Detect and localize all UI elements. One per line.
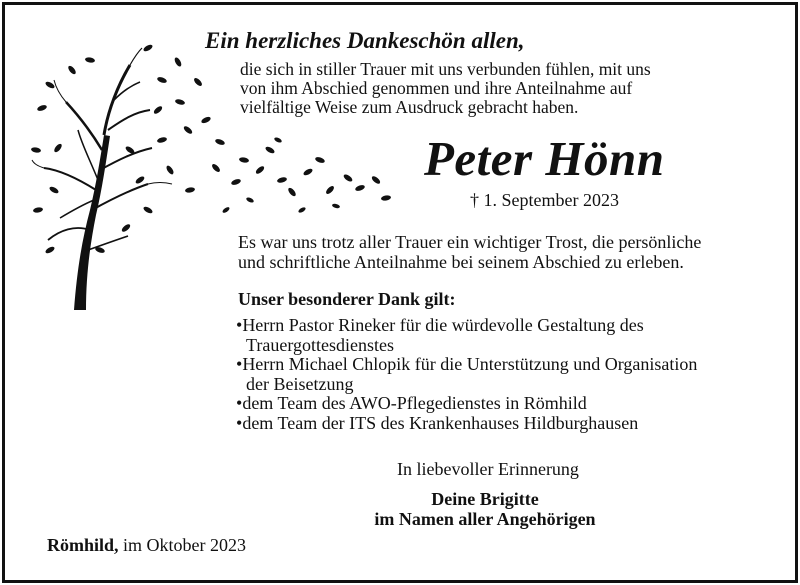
list-item-text: dem Team der ITS des Krankenhauses Hildburghausen bbox=[242, 412, 639, 433]
closing-phrase: In liebevoller Erinnerung bbox=[397, 459, 579, 479]
deceased-name: Peter Hönn bbox=[424, 131, 665, 186]
list-item-text: dem Team des AWO-Pflegedienstes in Römhild bbox=[242, 393, 587, 413]
signature-line: im Namen aller Angehörigen bbox=[374, 509, 596, 529]
bullet: • bbox=[236, 393, 243, 413]
bullet: • bbox=[236, 412, 243, 433]
thanks-heading: Ein herzliches Dankeschön allen, bbox=[205, 28, 525, 53]
list-item bbox=[236, 355, 697, 394]
list-item bbox=[236, 414, 697, 434]
place-name: Römhild, bbox=[47, 535, 119, 555]
list-item bbox=[236, 394, 697, 414]
intro-line: vielfältige Weise zum Ausdruck gebracht haben. bbox=[240, 97, 579, 117]
list-item-text: Herrn Pastor Rineker für die würdevolle Gestaltung des bbox=[242, 315, 644, 335]
signature bbox=[360, 489, 610, 529]
thanks-title: Unser besonderer Dank gilt: bbox=[238, 289, 456, 309]
intro-text bbox=[240, 60, 651, 117]
list-item-continuation: der Beisetzung bbox=[246, 373, 354, 394]
trost-line: Es war uns trotz aller Trauer ein wichtiger Trost, die persönliche bbox=[238, 232, 702, 252]
intro-line: von ihm Abschied genommen und ihre Anteilnahme auf bbox=[240, 78, 633, 98]
place-date bbox=[47, 535, 246, 556]
bullet: • bbox=[236, 315, 243, 335]
intro-line: die sich in stiller Trauer mit uns verbunden fühlen, mit uns bbox=[240, 59, 651, 79]
trost-text bbox=[238, 232, 701, 272]
bullet: • bbox=[236, 354, 243, 374]
list-item-text: Herrn Michael Chlopik für die Unterstützung und Organisation bbox=[242, 354, 698, 374]
list-item-continuation: Trauergottesdienstes bbox=[246, 334, 394, 355]
thanks-list bbox=[236, 316, 697, 433]
signature-line: Deine Brigitte bbox=[431, 489, 539, 509]
trost-line: und schriftliche Anteilnahme bei seinem Abschied zu erleben. bbox=[238, 252, 684, 272]
death-date: † 1. September 2023 bbox=[470, 190, 619, 210]
date-text: im Oktober 2023 bbox=[118, 535, 247, 555]
list-item bbox=[236, 316, 697, 355]
